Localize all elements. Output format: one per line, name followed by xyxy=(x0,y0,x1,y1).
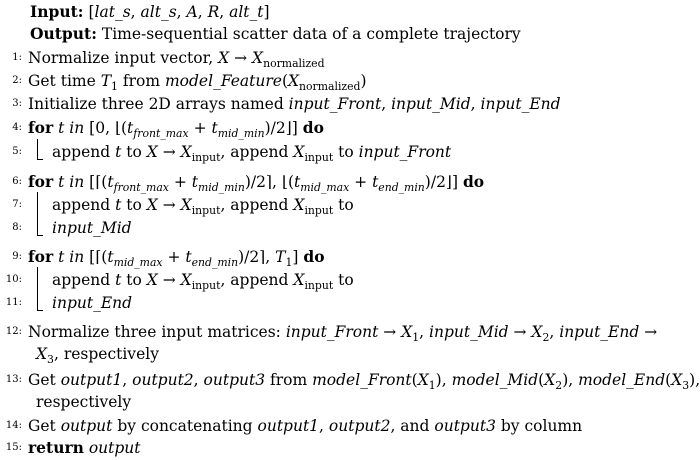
line-number: 10: xyxy=(5,274,22,285)
line-number: 8: xyxy=(12,222,22,233)
line-number: 11: xyxy=(5,297,22,308)
algorithm-block: Input: [lat_s, alt_s, A, R, alt_t] Output: Time-sequential scatter data of a complete trajectory 1: Normalize input vector, $X \to X_{normalized}$ 2: Get time $T_1$ from $model\_Feature(X_{normalized})$ 3: Initialize three 2D arrays named input_Front, input_Mid, input_End 4: for t in [0, $⌊(t_{front\_max}$ + $t_{mid\_min})/2⌋$] do 5: append t to $X \to X_{input}$, append $X_{input}$ to input_Front 6: for t in [$⌈(t_{front\_max}$ + $t_{mid\_min})/2⌉$, $⌊(t_{mid\_max}$ + $t_{end\_min})/2⌋$] do 7: append t to $X \to X_{input}$, append $X_{input}$ to 8: input_Mid 9: for t in [$⌈(t_{mid\_max}$ + $t_{end\_min})/2⌉$, $T_1$] do 10: append t to $X \to X_{input}$, append $X_{input}$ to 11: input_End 12: Normalize three input matrices: input_Front → $X_1$, input_Mid → $X_2$, input_End → $X_3$, respectively 13: Get output1, output2, output3 from $model\_Front(X_1)$, $model\_Mid(X_2)$, $model\_End(X_3)$, respectively 14: Get output by concatenating output1, output2, and output3 by column 15: return output xyxy=(0,0,625,460)
line-number: 4: xyxy=(12,122,22,133)
algo-line-2: 2: Get time $T_1$ from $model\_Feature(X_{normalized})$ xyxy=(28,71,621,97)
block-bar-foot xyxy=(37,159,43,160)
algo-line-12-cont: $X_3$, respectively xyxy=(36,345,159,367)
line-number: 12: xyxy=(5,326,22,337)
line-number: 5: xyxy=(12,146,22,157)
line-number: 1: xyxy=(12,52,22,63)
line-number: 9: xyxy=(12,251,22,262)
algo-line-3: 3: Initialize three 2D arrays named input_Front, input_Mid, input_End xyxy=(28,94,621,114)
input-label: Input: xyxy=(30,2,84,21)
algo-line-12: 12: Normalize three input matrices: input_Front → $X_1$, input_Mid → $X_2$, input_End → xyxy=(28,322,621,348)
line-number: 7: xyxy=(12,199,22,210)
algo-line-9: 9: for t in [$⌈(t_{mid\_max}$ + $t_{end\_min})/2⌉$, $T_1$] do xyxy=(28,247,621,273)
line-number: 14: xyxy=(5,420,22,431)
block-bar-foot xyxy=(37,235,43,236)
algo-line-15: 15: return output xyxy=(28,438,621,458)
algo-line-13-cont: respectively xyxy=(36,393,132,411)
algo-line-13: 13: Get output1, output2, output3 from $model\_Front(X_1)$, $model\_Mid(X_2)$, $model\_End(X_3)$, xyxy=(28,370,621,396)
block-bar xyxy=(37,267,38,310)
line-number: 6: xyxy=(12,176,22,187)
line-number: 13: xyxy=(5,374,22,385)
algo-line-6: 6: for t in [$⌈(t_{front\_max}$ + $t_{mid\_min})/2⌉$, $⌊(t_{mid\_max}$ + $t_{end\_min})/2⌋$] do xyxy=(28,172,621,198)
output-line xyxy=(30,24,521,44)
algo-line-14: 14: Get output by concatenating output1, output2, and output3 by column xyxy=(28,416,621,436)
algo-line-4: 4: for t in [0, $⌊(t_{front\_max}$ + $t_{mid\_min})/2⌋$] do xyxy=(28,118,621,144)
line-number: 15: xyxy=(5,442,22,453)
input-line xyxy=(30,2,270,22)
output-label: Output: xyxy=(30,24,97,43)
block-bar xyxy=(37,139,38,159)
output-description: Time-sequential scatter data of a complete trajectory xyxy=(101,25,521,43)
input-vector: [lat_s, alt_s, A, R, alt_t] xyxy=(88,3,270,21)
block-bar xyxy=(37,192,38,235)
algo-line-1: 1: Normalize input vector, $X \to X_{normalized}$ xyxy=(28,48,621,74)
line-number: 3: xyxy=(12,98,22,109)
block-bar-foot xyxy=(37,310,43,311)
line-number: 2: xyxy=(12,75,22,86)
